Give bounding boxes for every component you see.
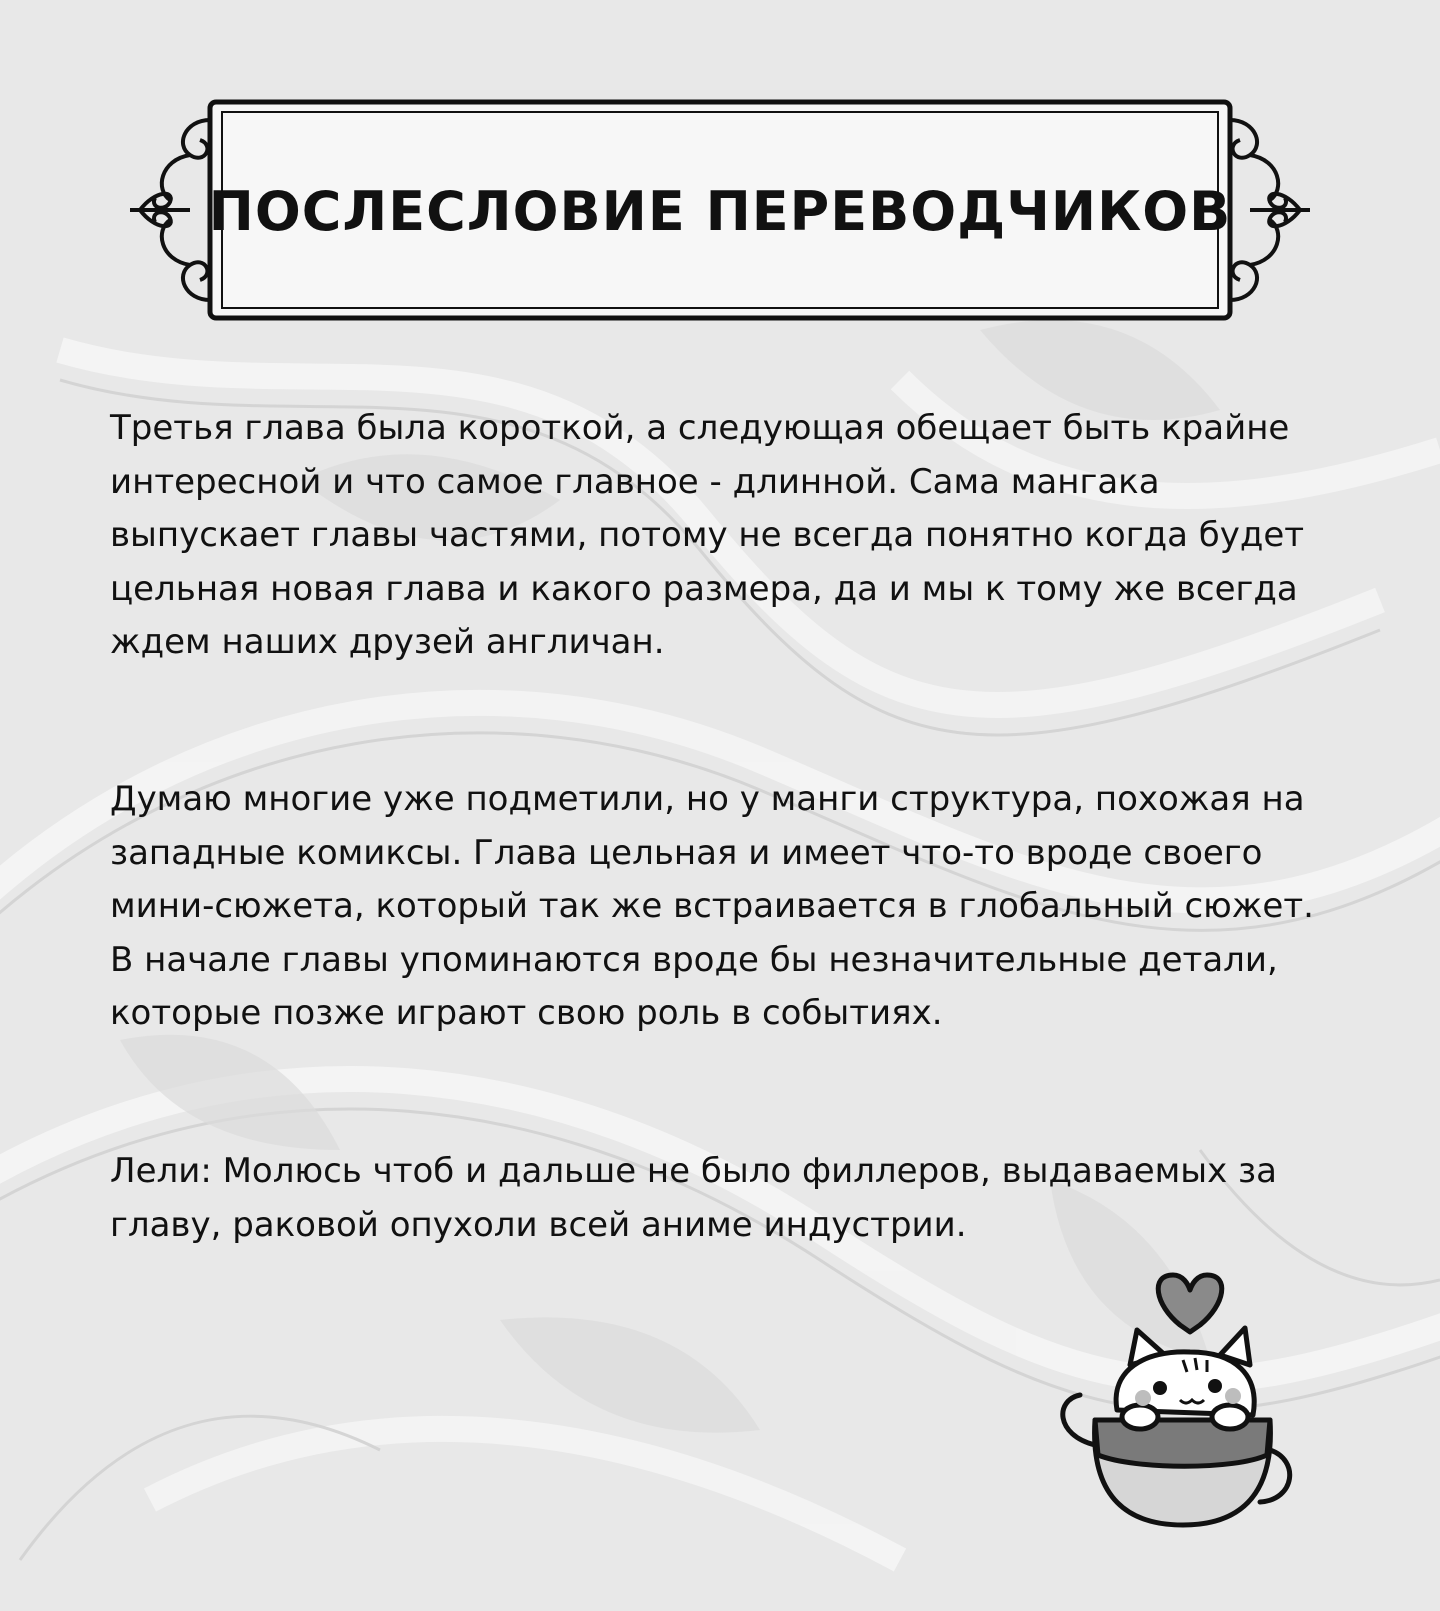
paragraph-chapter-length: Третья глава была короткой, а следующая обещает быть крайне интересной и что самое главное - длинной. Сама мангака выпускает главы частями, потому не всегда понятно когда будет цельная новая глава и какого размера, да и мы к тому же всегда ждем наших друзей англичан. (110, 408, 1305, 662)
page-title: ПОСЛЕСЛОВИЕ ПЕРЕВОДЧИКОВ (208, 180, 1232, 243)
paragraph-leli-comment: Лели: Молюсь чтоб и дальше не было филлеров, выдаваемых за главу, раковой опухоли всей аниме индустрии. (110, 1151, 1277, 1245)
cat-in-cup-with-heart-icon (1055, 1270, 1295, 1530)
paragraph-story-structure: Думаю многие уже подметили, но у манги структура, похожая на западные комиксы. Глава цельная и имеет что-то вроде своего мини-сюжета, который так же встраивается в глобальный сюжет. В начале главы упоминаются вроде бы незначительные детали, которые позже играют свою роль в событиях. (110, 779, 1314, 1033)
